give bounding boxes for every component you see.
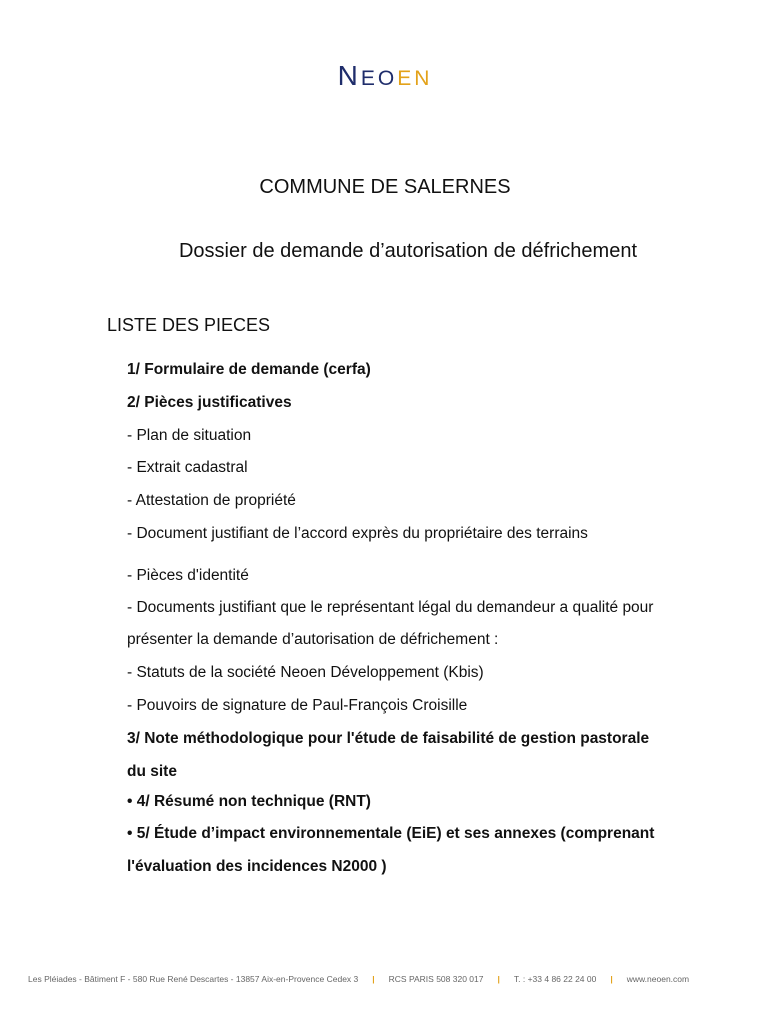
list-title: LISTE DES PIECES: [107, 315, 271, 335]
neoen-logo: [0, 60, 770, 95]
list-item: - Extrait cadastral: [127, 459, 248, 476]
footer-address: Les Pléiades - Bâtiment F - 580 Rue René Descartes - 13857 Aix-en-Provence Cedex 3: [28, 974, 359, 984]
logo-letter-e: E: [397, 67, 415, 90]
footer-separator: |: [372, 974, 375, 984]
list-item: 2/ Pièces justificatives: [127, 394, 292, 411]
logo-letter-n2: N: [414, 67, 433, 90]
footer-separator: |: [610, 974, 613, 984]
list-item: l'évaluation des incidences N2000 ): [127, 858, 387, 875]
list-item: - Document justifiant de l’accord exprès du propriétaire des terrains: [127, 525, 588, 542]
footer-separator: |: [497, 974, 500, 984]
footer-website: www.neoen.com: [626, 974, 690, 984]
page-footer: [28, 972, 748, 986]
list-item: - Statuts de la société Neoen Développement (Kbis): [127, 664, 484, 681]
list-item: - Pièces d'identité: [127, 567, 249, 584]
commune-title: COMMUNE DE SALERNES: [259, 176, 511, 198]
footer-tel: T. : +33 4 86 22 24 00: [513, 974, 597, 984]
list-item: - Documents justifiant que le représentant légal du demandeur a qualité pour: [127, 599, 654, 616]
list-item: 3/ Note méthodologique pour l'étude de faisabilité de gestion pastorale: [127, 730, 650, 747]
list-item: 1/ Formulaire de demande (cerfa): [127, 361, 371, 378]
list-item: - Attestation de propriété: [127, 492, 296, 509]
list-item: - Pouvoirs de signature de Paul-François Croisille: [127, 697, 468, 714]
list-item: présenter la demande d’autorisation de défrichement :: [127, 631, 499, 648]
list-item: - Plan de situation: [127, 427, 252, 444]
list-item: du site: [127, 763, 177, 780]
list-item: • 4/ Résumé non technique (RNT): [127, 793, 371, 810]
footer-rcs: RCS PARIS 508 320 017: [388, 974, 484, 984]
list-item: • 5/ Étude d’impact environnementale (EiE) et ses annexes (comprenant: [127, 825, 655, 842]
dossier-title: Dossier de demande d’autorisation de défrichement: [178, 240, 638, 262]
logo-letter-n: N: [337, 60, 361, 91]
logo-letters-eo: EO: [360, 67, 398, 90]
